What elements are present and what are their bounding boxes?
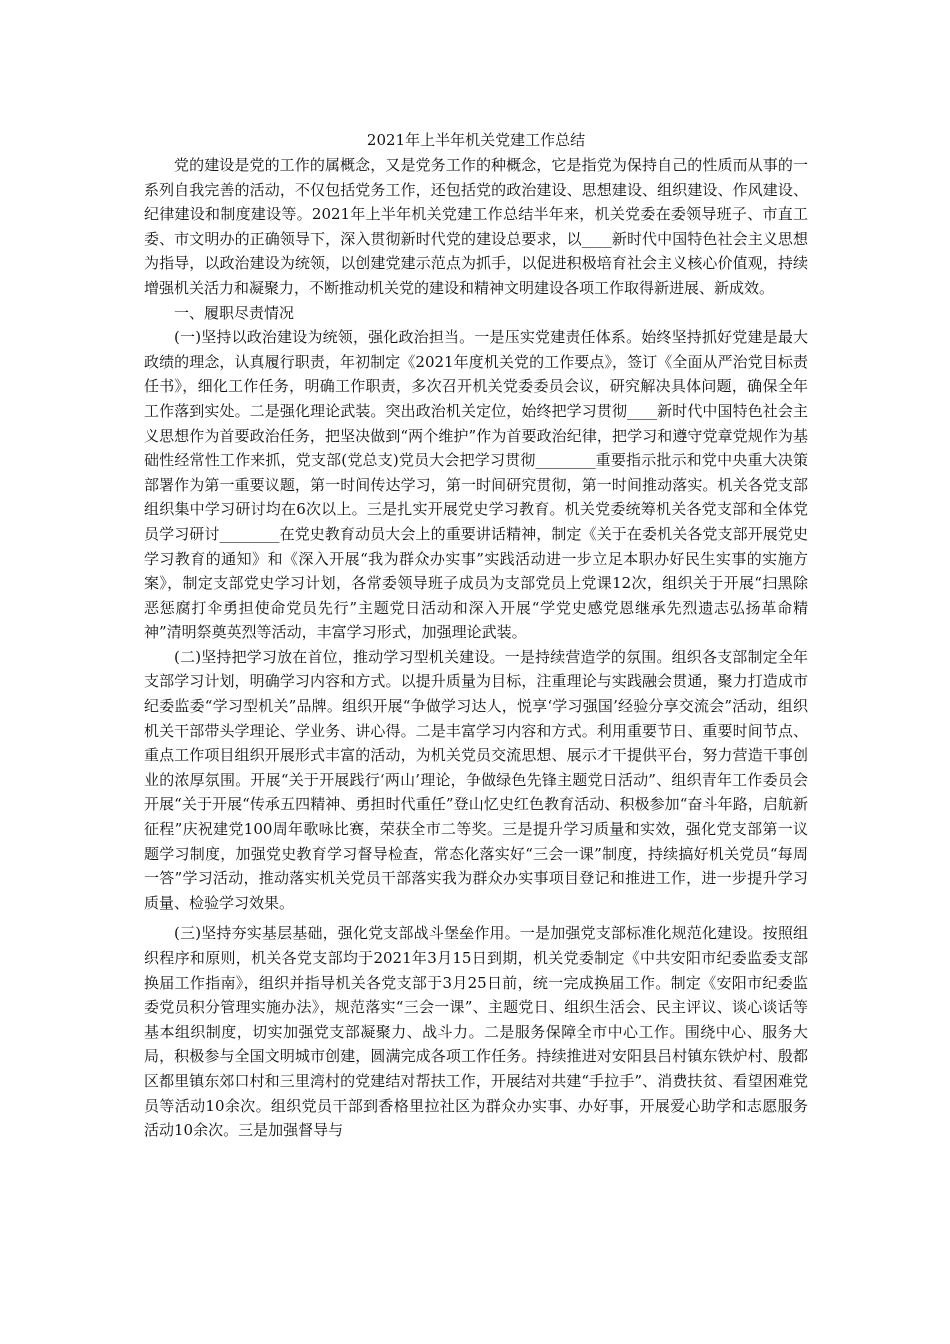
document-title: 2021年上半年机关党建工作总结 [366,131,586,149]
paragraph-grassroots-foundation: (三)坚持夯实基层基础，强化党支部战斗堡垒作用。一是加强党支部标准化规范化建设。按照组织程序和原则，机关各党支部均于2021年3月15日到期，机关党委制定《中共安阳市纪委监委支部换届工作指南》，组织并指导机关各党支部于3月25日前，统一完成换届工作。制定《安阳市纪委监委党员积分管理实施办法》，规范落实“三会一课”、主题党日、组织生活会、民主评议、谈心谈话等基本组织制度，切实加强党支部凝聚力、战斗力。二是服务保障全市中心工作。围绕中心、服务大局，积极参与全国文明城市创建，圆满完成各项工作任务。持续推进对安阳县吕村镇东铁炉村、殷都区都里镇东郊口村和三里湾村的党建结对帮扶工作，开展结对共建“手拉手”、消费扶贫、看望困难党员等活动10余次。组织党员干部到香格里拉社区为群众办实事、办好事，开展爱心助学和志愿服务活动10余次。三是加强督导与 [144,924,808,1140]
paragraph-learning-organization: (二)坚持把学习放在首位，推动学习型机关建设。一是持续营造学的氛围。组织各支部制定全年支部学习计划，明确学习内容和方式。以提升质量为目标，注重理论与实践融会贯通，聚力打造成市纪委监委“学习型机关”品牌。组织开展“争做学习达人，悦享‘学习强国’经验分享交流会”活动，组织机关干部带头学理论、学业务、讲心得。二是丰富学习内容和方式。利用重要节日、重要时间节点、重点工作项目组织开展形式丰富的活动，为机关党员交流思想、展示才干提供平台，努力营造干事创业的浓厚氛围。开展“关于开展践行‘两山’理论，争做绿色先锋主题党日活动”、组织青年工作委员会开展“关于开展“传承五四精神、勇担时代重任”登山忆史红色教育活动、积极参加“奋斗年路，启航新征程”庆祝建党100周年歌咏比赛，荣获全市二等奖。三是提升学习质量和实效，强化党支部第一议题学习制度，加强党史教育学习督导检查，常态化落实好“三会一课”制度，持续搞好机关党员“每周一答”学习活动，推动落实机关党员干部落实我为群众办实事项目登记和推进工作，进一步提升学习质量、检验学习效果。 [144,647,808,912]
intro-paragraph: 党的建设是党的工作的属概念，又是党务工作的种概念，它是指党为保持自己的性质而从事的一系列自我完善的活动，不仅包括党务工作，还包括党的政治建设、思想建设、组织建设、作风建设、纪律建设和制度建设等。2021年上半年机关党建工作总结半年来，机关党委在委领导班子、市直工委、市文明办的正确领导下，深入贯彻新时代党的建设总要求，以____新时代中国特色社会主义思想为指导，以政治建设为统领，以创建党建示范点为抓手，以促进积极培育社会主义核心价值观，持续增强机关活力和凝聚力，不断推动机关党的建设和精神文明建设各项工作取得新进展、新成效。 [144,156,808,297]
paragraph-political-construction: (一)坚持以政治建设为统领，强化政治担当。一是压实党建责任体系。始终坚持抓好党建是最大政绩的理念，认真履行职责，年初制定《2021年度机关党的工作要点》，签订《全面从严治党目标责任书》，细化工作任务，明确工作职责，多次召开机关党委委员会议，研究解决具体问题，确保全年工作落到实处。二是强化理论武装。突出政治机关定位，始终把学习贯彻____新时代中国特色社会主义思想作为首要政治任务，把坚决做到“两个维护”作为首要政治纪律，把学习和遵守党章党规作为基础性经常性工作来抓，党支部(党总支)党员大会把学习贯彻________重要指示批示和党中央重大决策部署作为第一重要议题，第一时间传达学习，第一时间研究贯彻，第一时间推动落实。机关各党支部组织集中学习研讨均在6次以上。三是扎实开展党史学习教育。机关党委统筹机关各党支部和全体党员学习研讨________在党史教育动员大会上的重要讲话精神，制定《关于在委机关各党支部开展党史学习教育的通知》和《深入开展“我为群众办实事”实践活动进一步立足本职办好民生实事的实施方案》，制定支部党史学习计划，各常委领导班子成员为支部党员上党课12次，组织关于开展“扫黑除恶惩腐打伞勇担使命党员先行”主题党日活动和深入开展“学党史感党恩继承先烈遗志弘扬革命精神”清明祭奠英烈等活动，丰富学习形式，加强理论武装。 [144,328,808,642]
document-page [144,128,808,1143]
section-heading-1: 一、履职尽责情况 [174,303,295,322]
